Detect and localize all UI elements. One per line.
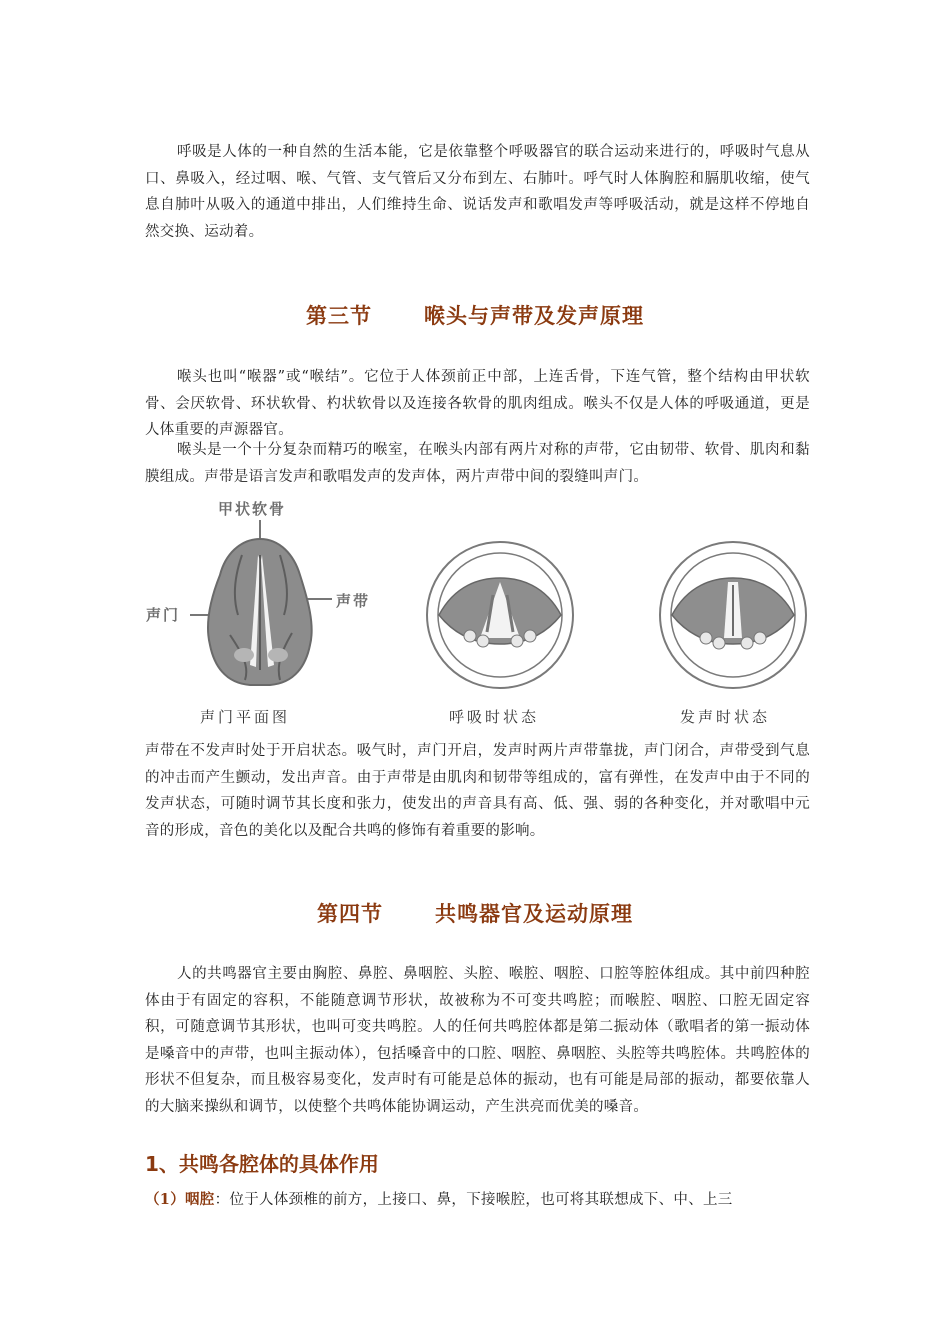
anno-vocal-cord: 声带	[336, 592, 371, 610]
caption-phonation-state: 发声时状态	[680, 708, 771, 726]
section3-heading	[0, 300, 950, 330]
section4-paragraph: 人的共鸣器官主要由胸腔、鼻腔、鼻咽腔、头腔、喉腔、咽腔、口腔等腔体组成。其中前四种腔体由于有固定的容积，不能随意调节形状，故被称为不可变共鸣腔；而喉腔、咽腔、口腔无固定容积，可随意调节其形状，也叫可变共鸣腔。人的任何共鸣腔体都是第二振动体（歌唱者的第一振动体是嗓音中的声带，也叫主振动体），包括嗓音中的口腔、咽腔、鼻咽腔、头腔等共鸣腔体。共鸣腔体的形状不但复杂，而且极容易变化，发声时有可能是总体的振动，也有可能是局部的振动，都要依靠人的大脑来操纵和调节，以使整个共鸣体能协调运动，产生洪亮而优美的嗓音。	[145, 966, 810, 1115]
section3-after-figure-paragraph: 声带在不发声时处于开启状态。吸气时，声门开启，发声时两片声带靠拢，声门闭合，声带受到气息的冲击而产生颤动，发出声音。由于声带是由肌肉和韧带等组成的，富有弹性，在发声中由于不同的发声状态，可随时调节其长度和张力，使发出的声音具有高、低、强、弱的各种变化，并对歌唱中元音的形成，音色的美化以及配合共鸣的修饰有着重要的影响。	[145, 743, 810, 839]
caption-glottis-plan: 声门平面图	[200, 708, 291, 726]
phonation-state-diagram	[658, 540, 808, 690]
breathing-state-diagram	[425, 540, 575, 690]
pharynx-item-text: ：位于人体颈椎的前方，上接口、鼻，下接喉腔，也可将其联想成下、中、上三	[214, 1192, 733, 1208]
anno-thyroid-cartilage: 甲状软骨	[218, 500, 287, 518]
section3-title: 喉头与声带及发声原理	[424, 304, 644, 328]
section4-heading	[0, 898, 950, 928]
section4-title: 共鸣器官及运动原理	[435, 902, 633, 926]
intro-paragraph: 呼吸是人体的一种自然的生活本能，它是依靠整个呼吸器官的联合运动来进行的，呼吸时气息从口、鼻吸入，经过咽、喉、气管、支气管后又分布到左、右肺叶。呼气时人体胸腔和膈肌收缩，使气息自肺叶从吸入的通道中排出，人们维持生命、说话发声和歌唱发声等呼吸活动，就是这样不停地自然交换、运动着。	[145, 144, 810, 240]
anno-glottis: 声门	[146, 606, 181, 624]
section3-paragraph-1: 喉头也叫“喉器”或“喉结”。它位于人体颈前正中部，上连舌骨，下连气管，整个结构由甲状软骨、会厌软骨、环状软骨、杓状软骨以及连接各软骨的肌肉组成。喉头不仅是人体的呼吸通道，更是人体重要的声源器官。	[145, 369, 810, 438]
section3-paragraph-2: 喉头是一个十分复杂而精巧的喉室，在喉头内部有两片对称的声带，它由韧带、软骨、肌肉和黏膜组成。声带是语言发声和歌唱发声的发声体，两片声带中间的裂缝叫声门。	[145, 442, 810, 485]
caption-breathing-state: 呼吸时状态	[449, 708, 540, 726]
section3-number: 第三节	[306, 304, 372, 328]
pharynx-item-label: （1）咽腔	[145, 1191, 215, 1208]
pharynx-item	[145, 1187, 810, 1214]
glottis-plan-diagram	[180, 515, 340, 695]
section4-subheading: 1、共鸣各腔体的具体作用	[145, 1152, 379, 1176]
section4-number: 第四节	[317, 902, 383, 926]
